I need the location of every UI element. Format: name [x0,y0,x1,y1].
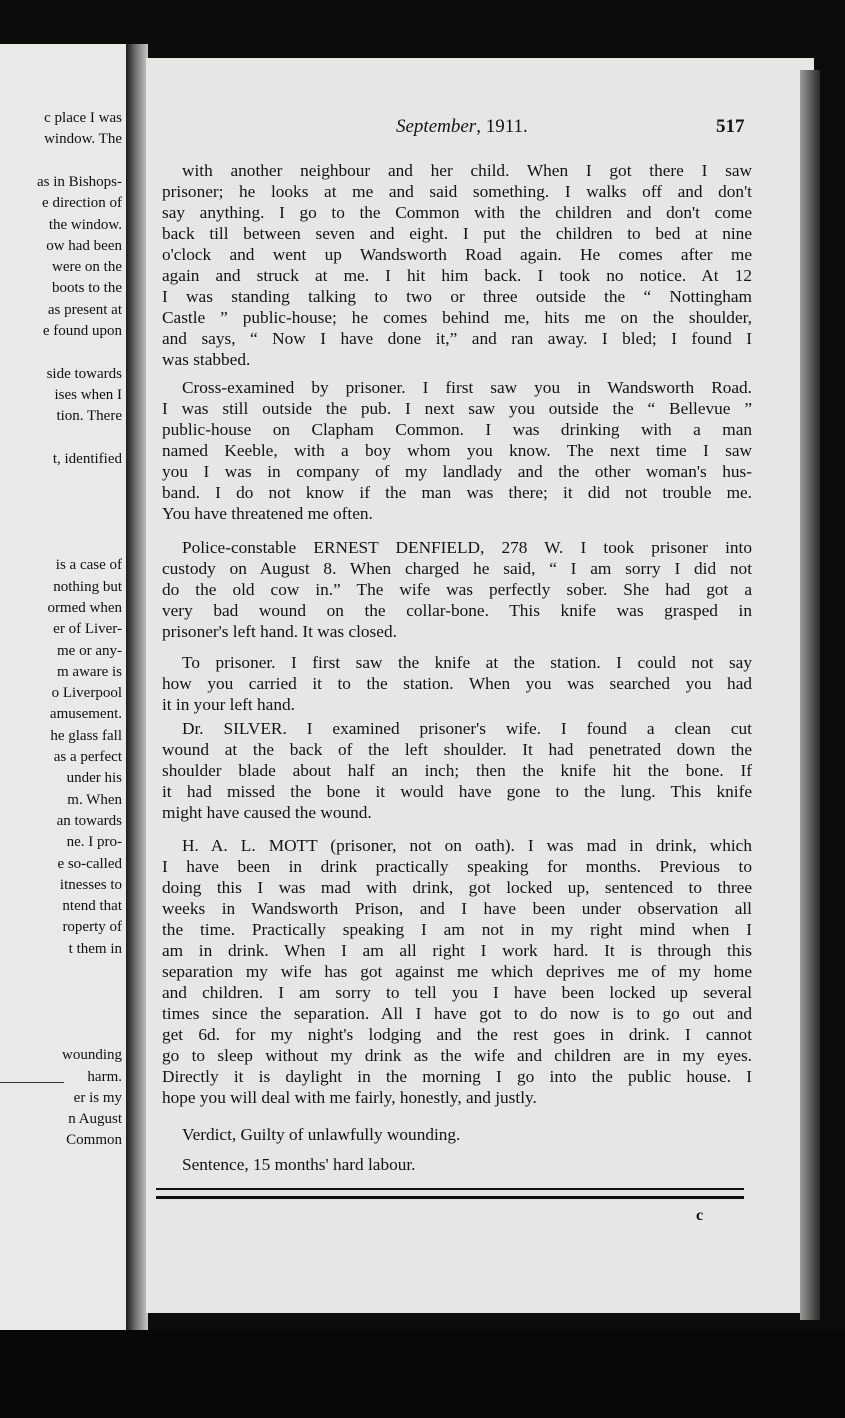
left-page-line: e direction of [42,195,122,212]
left-page-line: boots to the [52,280,122,297]
text-line: the time. Practically speaking I am not in my right mind when I [162,920,752,939]
left-page-line: m aware is [57,663,122,680]
left-page-line: is a case of [55,557,122,574]
text-line: Verdict, Guilty of unlawfully wounding. [182,1125,461,1144]
left-page-rule [0,1082,64,1083]
left-page-line: wounding [62,1047,122,1064]
text-line: might have caused the wound. [162,803,372,822]
text-line: how you carried it to the station. When you was searched you had [162,674,752,693]
book-gutter [126,44,148,1354]
left-page-line: c place I was [44,110,122,126]
text-line: Sentence, 15 months' hard labour. [182,1155,416,1174]
left-page-line: an towards [56,812,122,829]
text-line: weeks in Wandsworth Prison, and I have been under observation all [162,899,752,918]
text-line: it in your left hand. [162,695,295,714]
text-line: say anything. I go to the Common with the children and don't come [162,203,752,222]
bottom-shadow [0,1330,845,1418]
left-page-line: as in Bishops- [36,173,122,190]
left-page-line: side towards [46,365,122,382]
text-line: Castle ” public-house; he comes behind me, hits me on the shoulder, [162,308,752,327]
left-page-line: under his [66,770,122,787]
left-page-line: er is my [73,1089,122,1106]
text-line: prisoner; he looks at me and said something. I walks off and don't [162,182,752,201]
left-page-line: t, identified [52,450,122,467]
left-page-line: me or any- [57,642,122,659]
text-line: it had missed the bone it would have gone to the lung. This knife [162,782,752,801]
text-line: public-house on Clapham Common. I was drinking with a man [162,420,752,439]
left-page-line: harm. [87,1068,122,1085]
page-number: 517 [716,116,745,137]
text-line: was stabbed. [162,350,251,369]
left-page-line: e found upon [42,323,122,339]
text-line: Cross-examined by prisoner. I first saw you in Wandsworth Road. [182,378,752,397]
text-line: do the old cow in.” The wife was perfectly sober. She had got a [162,580,752,599]
text-line: H. A. L. MOTT (prisoner, not on oath). I was mad in drink, which [182,836,752,855]
footer-rule-thick [156,1196,744,1199]
text-line: and children. I am sorry to tell you I have been locked up several [162,983,752,1002]
text-line: I have been in drink practically speaking for months. Previous to [162,857,752,876]
left-page-line: roperty of [62,919,122,936]
text-line: you I was in company of my landlady and the other woman's hus- [162,462,752,481]
left-page-line: m. When [67,791,122,808]
text-line: hope you will deal with me fairly, honestly, and justly. [162,1088,537,1107]
left-page [0,44,128,1344]
text-line: To prisoner. I first saw the knife at the station. I could not say [182,653,752,672]
text-line: doing this I was mad with drink, got locked up, sentenced to three [162,878,752,897]
left-page-line: ow had been [46,237,122,254]
running-header-date [396,116,528,138]
left-page-line: ormed when [47,599,122,616]
text-line: named Keeble, with a boy whom you know. The next time I saw [162,441,752,460]
text-line: Dr. SILVER. I examined prisoner's wife. I found a clean cut [182,719,752,738]
text-line: I was standing talking to two or three outside the “ Nottingham [162,287,752,306]
text-line: go to sleep without my drink as the wife and children are in my eyes. [162,1046,752,1065]
text-line: and says, “ Now I have done it,” and ran away. I bled; I found I [162,329,752,348]
text-line: times since the separation. All I have got to do now is to go out and [162,1004,752,1023]
left-page-line: were on the [52,259,122,276]
left-page-line: Common [66,1132,122,1149]
left-page-line: the window. [48,216,122,233]
text-line: o'clock and went up Wandsworth Road again. He comes after me [162,245,752,264]
page-edge-shadow [800,70,820,1320]
text-line: You have threatened me often. [162,504,373,523]
left-page-line: itnesses to [59,876,122,893]
left-page-line: e so-called [57,855,122,872]
signature-mark: c [696,1207,704,1224]
left-page-line: as present at [47,301,122,318]
left-page-line: window. The [44,131,122,148]
left-page-line: as a perfect [53,749,122,765]
text-line: again and struck at me. I hit him back. I took no notice. At 12 [162,266,752,285]
left-page-line: o Liverpool [51,685,122,702]
text-line: custody on August 8. When charged he said, “ I am sorry I did not [162,559,752,578]
text-line: prisoner's left hand. It was closed. [162,622,397,641]
header-year: , 1911. [476,116,528,137]
left-page-line: t them in [68,940,122,957]
left-page-line: ntend that [62,898,122,915]
header-month: September [396,116,477,137]
text-line: with another neighbour and her child. When I got there I saw [182,161,752,180]
text-line: shoulder blade about half an inch; then the knife hit the bone. If [162,761,752,780]
text-line: Directly it is daylight in the morning I go into the public house. I [162,1067,752,1086]
text-line: I was still outside the pub. I next saw you outside the “ Bellevue ” [162,399,752,418]
left-page-line: ne. I pro- [66,834,122,851]
left-page-line: nothing but [53,578,122,595]
footer-rule-thin [156,1188,744,1190]
left-page-line: he glass fall [50,727,122,744]
left-page-line: amusement. [49,706,122,723]
left-page-line: er of Liver- [53,621,122,638]
text-line: very bad wound on the collar-bone. This knife was grasped in [162,601,752,620]
text-line: Police-constable ERNEST DENFIELD, 278 W. I took prisoner into [182,538,752,557]
text-line: wound at the back of the left shoulder. It had penetrated down the [162,740,752,759]
text-line: get 6d. for my night's lodging and the rest goes in drink. I cannot [162,1025,752,1044]
text-line: band. I do not know if the man was there; it did not trouble me. [162,483,752,502]
text-line: separation my wife has got against me which deprives me of my home [162,962,752,981]
text-line: back till between seven and eight. I put the children to bed at nine [162,224,752,243]
left-page-line: tion. There [56,408,122,425]
left-page-line: n August [68,1111,122,1128]
text-line: am in drink. When I am all right I work hard. It is through this [162,941,752,960]
left-page-line: ises when I [54,386,122,403]
